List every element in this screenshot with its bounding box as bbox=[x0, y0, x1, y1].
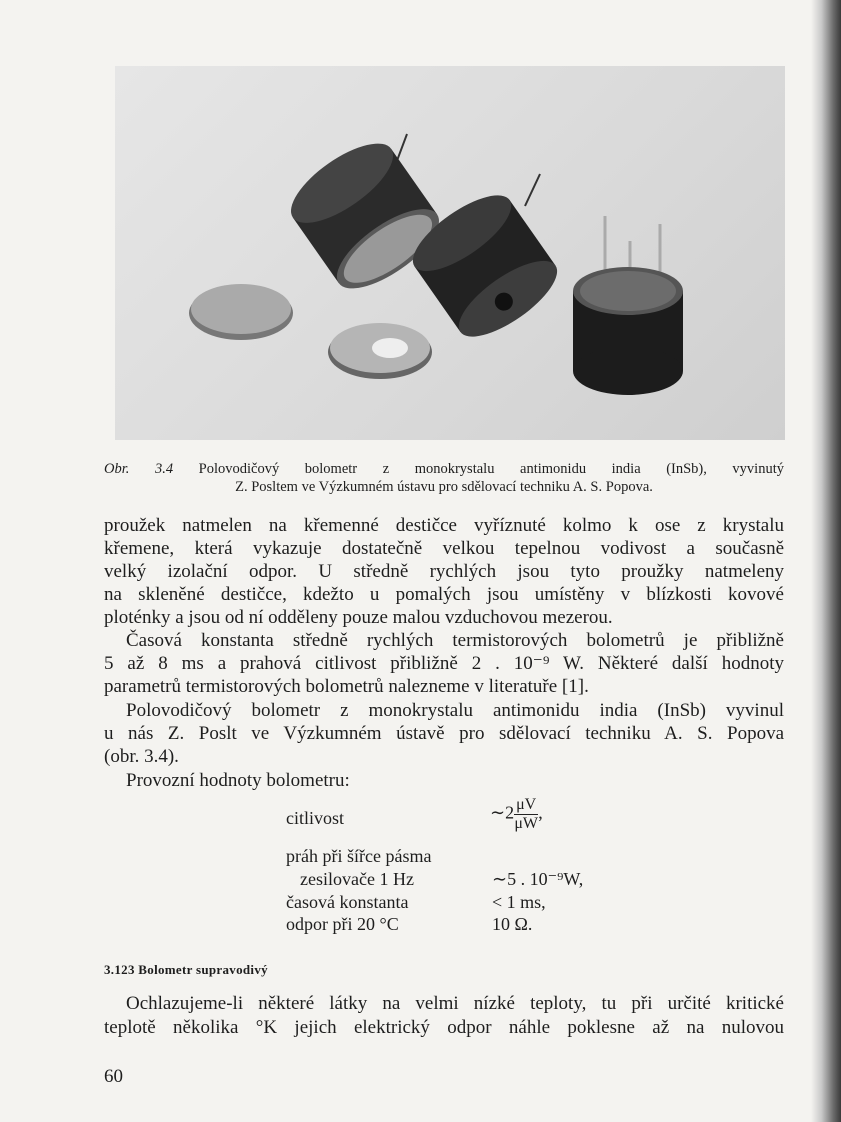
body-line: proužek natmelen na křemenné destičce vyříznuté kolmo k ose z krystalu bbox=[104, 515, 784, 536]
body-line: Polovodičový bolometr z monokrystalu antimonidu india (InSb) vyvinul bbox=[126, 700, 784, 721]
figure-photo-bolometers bbox=[115, 66, 785, 440]
body-line: parametrů termistorových bolometrů nalezneme v literatuře [1]. bbox=[104, 676, 589, 697]
param-name: zesilovače 1 Hz bbox=[300, 869, 414, 889]
caption-line-2: Z. Posltem ve Výzkumném ústavu pro sdělovací techniku A. S. Popova. bbox=[235, 479, 653, 495]
fraction-numerator: μV bbox=[516, 796, 537, 813]
param-value: ∼5 . 10⁻⁹W, bbox=[492, 869, 584, 889]
fraction-denominator: μW bbox=[514, 815, 538, 832]
param-name: odpor při 20 °C bbox=[286, 914, 399, 934]
unit-fraction bbox=[514, 796, 538, 833]
param-value bbox=[490, 796, 543, 833]
param-value: < 1 ms, bbox=[492, 892, 546, 912]
page-binding-shadow bbox=[811, 0, 841, 1122]
caption-line-1: Polovodičový bolometr z monokrystalu antimonidu india (InSb), vyvinutý bbox=[198, 461, 784, 477]
body-line: u nás Z. Poslt ve Výzkumném ústavě pro sdělovací techniku A. S. Popova bbox=[104, 723, 784, 744]
section-heading: 3.123 Bolometr supravodivý bbox=[104, 962, 268, 977]
body-line: (obr. 3.4). bbox=[104, 746, 179, 767]
body-line: teplotě několika °K jejich elektrický odpor náhle poklesne až na nulovou bbox=[104, 1017, 784, 1038]
param-name: citlivost bbox=[286, 808, 344, 828]
body-line: Ochlazujeme-li některé látky na velmi nízké teploty, tu při určité kritické bbox=[126, 993, 784, 1014]
body-line: křemene, která vykazuje dostatečně velkou tepelnou vodivost a současně bbox=[104, 538, 784, 559]
body-line: Provozní hodnoty bolometru: bbox=[126, 770, 350, 791]
param-name: práh při šířce pásma bbox=[286, 846, 432, 866]
body-line: ploténky a jsou od ní odděleny pouze malou vzduchovou mezerou. bbox=[104, 607, 613, 628]
figure-caption bbox=[104, 460, 784, 496]
body-line: na skleněné destičce, kdežto u pomalých jsou umístěny v blízkosti kovové bbox=[104, 584, 784, 605]
param-value: 10 Ω. bbox=[492, 914, 533, 934]
param-suffix: , bbox=[538, 802, 543, 823]
figure-label: Obr. 3.4 bbox=[104, 461, 174, 477]
body-line: velký izolační odpor. U středně rychlých jsou tyto proužky natmeleny bbox=[104, 561, 784, 582]
body-line: 5 až 8 ms a prahová citlivost přibližně 2 . 10⁻⁹ W. Některé další hodnoty bbox=[104, 653, 784, 674]
page-number: 60 bbox=[104, 1066, 123, 1087]
param-name: časová konstanta bbox=[286, 892, 409, 912]
body-line: Časová konstanta středně rychlých termistorových bolometrů je přibližně bbox=[126, 630, 784, 651]
param-prefix: ∼2 bbox=[490, 802, 515, 823]
